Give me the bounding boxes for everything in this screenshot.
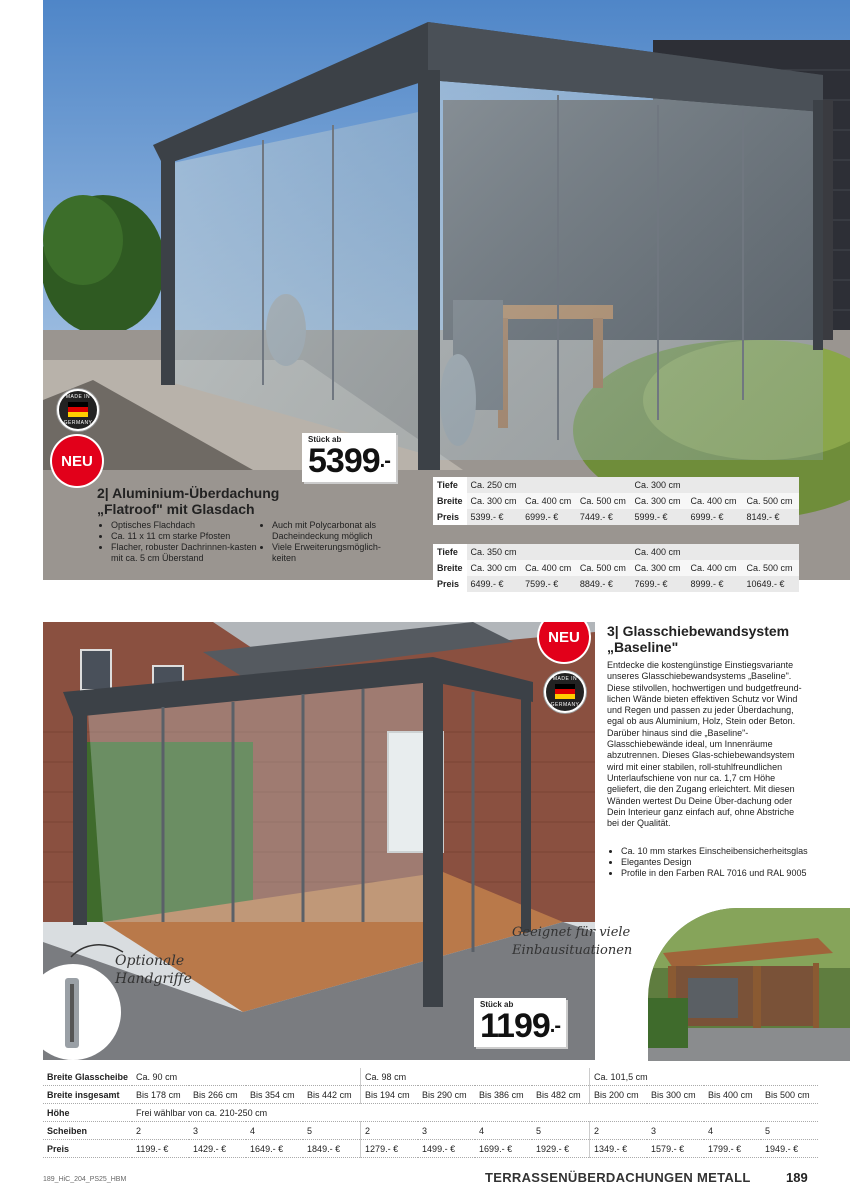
germany-label: GERMANY <box>550 702 580 708</box>
preis-value: 10649.- € <box>743 576 799 592</box>
price-value <box>480 1009 560 1043</box>
baseline-illustration <box>43 622 595 1060</box>
preis-value: 1799.- € <box>704 1140 761 1158</box>
tiefe-value: Ca. 350 cm <box>467 544 631 560</box>
row-label: Breite Glasscheibe <box>43 1068 132 1086</box>
price-value <box>308 444 390 478</box>
breite-value: Ca. 400 cm <box>687 560 743 576</box>
insgesamt-value: Bis 178 cm <box>132 1086 189 1104</box>
tiefe-value: Ca. 250 cm <box>467 477 631 493</box>
scheiben-value: 3 <box>647 1122 704 1140</box>
price-suffix: .- <box>549 1015 560 1037</box>
made-in-label: MADE IN <box>552 676 578 682</box>
scheiben-value: 3 <box>189 1122 246 1140</box>
hoehe-value: Frei wählbar von ca. 210-250 cm <box>132 1104 818 1122</box>
breite-value: Ca. 400 cm <box>521 560 576 576</box>
preis-value: 6999.- € <box>687 509 743 525</box>
made-in-germany-badge <box>544 671 586 713</box>
insgesamt-value: Bis 482 cm <box>532 1086 590 1104</box>
price-suffix: .- <box>379 450 390 472</box>
preis-value: 8849.- € <box>576 576 631 592</box>
preis-value: 7449.- € <box>576 509 631 525</box>
scheiben-value: 5 <box>532 1122 590 1140</box>
preis-value: 1499.- € <box>418 1140 475 1158</box>
product-3-title <box>607 623 827 655</box>
tiefe-value: Ca. 400 cm <box>631 544 799 560</box>
scheiben-value: 2 <box>361 1122 419 1140</box>
neu-badge: NEU <box>539 622 589 662</box>
catalog-code: 189_HiC_204_PS25_HBM <box>43 1176 127 1183</box>
breite-label: Breite <box>433 493 467 509</box>
product-2-title <box>97 485 297 517</box>
scheiben-value: 4 <box>246 1122 303 1140</box>
breite-label: Breite <box>433 560 467 576</box>
title-line-2: „Flatroof" mit Glasdach <box>97 501 255 517</box>
scheiben-value: 5 <box>303 1122 361 1140</box>
made-in-germany-badge <box>57 389 99 431</box>
glasscheibe-value: Ca. 98 cm <box>361 1068 590 1086</box>
insgesamt-value: Bis 354 cm <box>246 1086 303 1104</box>
tiefe-value: Ca. 300 cm <box>631 477 799 493</box>
wooden-pergola-illustration <box>648 908 850 1061</box>
scheiben-value: 2 <box>590 1122 648 1140</box>
preis-value: 1949.- € <box>761 1140 818 1158</box>
handwriting-situations: Geeignet für viele Einbausituationen <box>512 925 633 958</box>
feature-item: • Flacher, robuster Dachrinnen-kasten mit ca. 5 cm Überstand <box>111 542 261 564</box>
preis-label: Preis <box>433 576 467 592</box>
insgesamt-value: Bis 400 cm <box>704 1086 761 1104</box>
insgesamt-value: Bis 266 cm <box>189 1086 246 1104</box>
title-line-2: „Baseline" <box>607 639 679 655</box>
breite-value: Ca. 500 cm <box>743 560 799 576</box>
preis-label: Preis <box>433 509 467 525</box>
breite-value: Ca. 400 cm <box>521 493 576 509</box>
baseline-price-table <box>43 1068 818 1158</box>
preis-value: 7699.- € <box>631 576 687 592</box>
preis-value: 8999.- € <box>687 576 743 592</box>
row-label: Scheiben <box>43 1122 132 1140</box>
glasscheibe-value: Ca. 101,5 cm <box>590 1068 819 1086</box>
breite-value: Ca. 300 cm <box>631 493 687 509</box>
preis-value: 6499.- € <box>467 576 522 592</box>
feature-item: • Viele Erweiterungsmöglich-keiten <box>272 542 397 564</box>
preis-value: 1849.- € <box>303 1140 361 1158</box>
scheiben-value: 2 <box>132 1122 189 1140</box>
price-box-baseline <box>474 998 566 1047</box>
scheiben-value: 3 <box>418 1122 475 1140</box>
price-table-1 <box>433 477 799 525</box>
feature-item: • Optisches Flachdach <box>111 520 261 531</box>
feature-item: • Ca. 11 x 11 cm starke Pfosten <box>111 531 261 542</box>
scheiben-value: 5 <box>761 1122 818 1140</box>
insgesamt-value: Bis 500 cm <box>761 1086 818 1104</box>
glasscheibe-value: Ca. 90 cm <box>132 1068 361 1086</box>
preis-value: 1649.- € <box>246 1140 303 1158</box>
preis-value: 1579.- € <box>647 1140 704 1158</box>
page-number: 189 <box>786 1170 808 1185</box>
scheiben-value: 4 <box>704 1122 761 1140</box>
preis-value: 1699.- € <box>475 1140 532 1158</box>
product-2-features-col1 <box>97 520 261 564</box>
price-label: Stück ab <box>308 435 342 444</box>
feature-item: • Auch mit Polycarbonat als Dacheindeckung möglich <box>272 520 397 542</box>
scheiben-value: 4 <box>475 1122 532 1140</box>
insgesamt-value: Bis 442 cm <box>303 1086 361 1104</box>
breite-value: Ca. 500 cm <box>576 493 631 509</box>
tiefe-label: Tiefe <box>433 544 467 560</box>
handwriting-handles: Optionale Handgriffe <box>115 953 192 987</box>
breite-value: Ca. 400 cm <box>687 493 743 509</box>
insgesamt-value: Bis 300 cm <box>647 1086 704 1104</box>
preis-value: 5399.- € <box>467 509 522 525</box>
product-2-features-col2 <box>258 520 397 564</box>
product-3-features <box>607 846 836 879</box>
price-label: Stück ab <box>480 1000 514 1009</box>
breite-value: Ca. 300 cm <box>467 493 522 509</box>
breite-value: Ca. 500 cm <box>576 560 631 576</box>
product-3-description: Entdecke die kostengünstige Einstiegsvariante unseres Glasschiebewandsystems „Baseline". Diese stilvollen, hochwertigen und budgetfreund-lichen Wände bieten effektiven Schutz vor Wind und Regen und passen zu jeder Überdachung, egal ob aus Aluminium, Holz, Stein oder Beton. Darüber hinaus sind die „Baseline"-Glasschiebewände ideal, um Innenräume abzutrennen. Dieses Glas-schiebewandsystem wird mit einer stabilen, roll-stuhlfreundlichen Unterlaufschiene von nur ca. 1,7 cm Höhe geliefert, die den Zugang erleichtert. Mit diesen Wänden wertest Du Deine Über-dachung oder Dein Interieur ganz einfach auf, ohne Abstriche bei der Qualität. <box>607 660 802 829</box>
insgesamt-value: Bis 386 cm <box>475 1086 532 1104</box>
breite-value: Ca. 500 cm <box>743 493 799 509</box>
section-title: TERRASSENÜBERDACHUNGEN METALL <box>485 1170 751 1185</box>
product-photo-wooden-pergola <box>648 908 850 1061</box>
price-main: 5399 <box>308 442 380 480</box>
preis-value: 5999.- € <box>631 509 687 525</box>
feature-item: • Elegantes Design <box>621 857 836 868</box>
preis-value: 1929.- € <box>532 1140 590 1158</box>
tiefe-label: Tiefe <box>433 477 467 493</box>
preis-value: 8149.- € <box>743 509 799 525</box>
preis-value: 7599.- € <box>521 576 576 592</box>
made-in-label: MADE IN <box>65 394 91 400</box>
preis-value: 1279.- € <box>361 1140 419 1158</box>
germany-label: GERMANY <box>63 420 93 426</box>
row-label: Breite insgesamt <box>43 1086 132 1104</box>
insgesamt-value: Bis 290 cm <box>418 1086 475 1104</box>
price-main: 1199 <box>480 1007 550 1045</box>
breite-value: Ca. 300 cm <box>467 560 522 576</box>
german-flag-icon <box>68 402 88 417</box>
row-label: Höhe <box>43 1104 132 1122</box>
price-table-2 <box>433 544 799 592</box>
preis-value: 1349.- € <box>590 1140 648 1158</box>
insgesamt-value: Bis 200 cm <box>590 1086 648 1104</box>
row-label: Preis <box>43 1140 132 1158</box>
preis-value: 6999.- € <box>521 509 576 525</box>
title-line-1: 3| Glasschiebewandsystem <box>607 623 790 639</box>
insgesamt-value: Bis 194 cm <box>361 1086 419 1104</box>
german-flag-icon <box>555 684 575 699</box>
breite-value: Ca. 300 cm <box>631 560 687 576</box>
product-photo-baseline <box>43 622 595 1060</box>
feature-item: • Ca. 10 mm starkes Einscheibensicherheitsglas <box>621 846 836 857</box>
price-box-flatroof <box>302 433 396 482</box>
title-line-1: 2| Aluminium-Überdachung <box>97 485 280 501</box>
neu-badge: NEU <box>52 436 102 486</box>
preis-value: 1429.- € <box>189 1140 246 1158</box>
feature-item: • Profile in den Farben RAL 7016 und RAL 9005 <box>621 868 836 879</box>
preis-value: 1199.- € <box>132 1140 189 1158</box>
